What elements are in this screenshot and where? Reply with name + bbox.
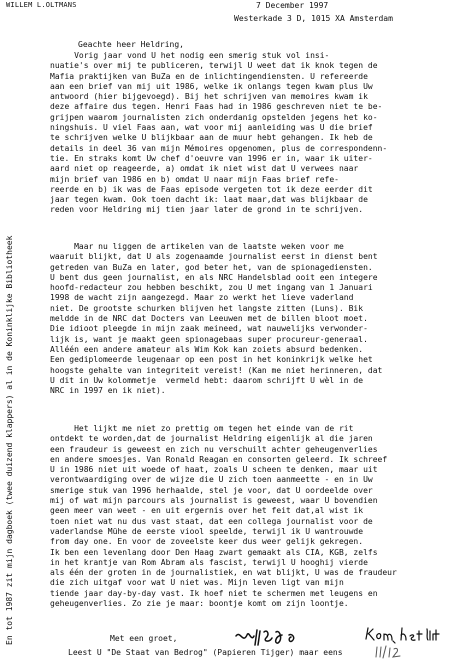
- text-line: in het krantje van Rom Abram als fascist, terwijl U hooghij vierde: [50, 557, 368, 567]
- text-line: U dit in Uw kolommetje vermeld hebt: daarom schrijft U wèl in de: [50, 375, 364, 385]
- text-line: en andere smoesjes. Van Ronald Reagan en consorten geleerd. Ik schreef: [50, 454, 388, 464]
- text-line: reden voor Heldring mij tien jaar later de grond in te schrijven.: [50, 205, 364, 215]
- text-line: Een gediplomeerde leugenaar op een post in het koninkrijk welke het: [50, 355, 373, 365]
- text-line: Maar nu liggen de artikelen van de laatste weken voor me: [50, 242, 344, 251]
- text-line: toen niet wat nu dus vast staat, dat een collega journalist voor de: [50, 516, 373, 526]
- text-line: Mafia praktijken van BuZa en de inlichtingendiensten. U refereerde: [50, 71, 368, 81]
- sender-address: Westerkade 3 D, 1015 XA Amsterdam: [234, 14, 393, 23]
- text-line: mij of wat mijn parcours als journalist is geweest, waar U bovendien: [50, 496, 378, 506]
- text-line: verontwaardiging over de wijze die U zich toen aanmeette - en in Uw: [50, 475, 373, 485]
- text-line: niet. De grootste schurken blijven het langste zitten (Luns). Bik: [50, 303, 364, 313]
- text-line: Ik ben een levenlang door Den Haag zwart gemaakt als CIA, KGB, zelfs: [50, 547, 378, 557]
- handwritten-signature: [234, 626, 314, 648]
- letter-date: 7 December 1997: [256, 1, 329, 10]
- text-line: Die idioot pleegde in mijn zaak meineed, wat nauwelijks verwonder-: [50, 324, 368, 334]
- postscript: Leest U "De Staat van Bedrog" (Papieren Tijger) maar eens: [68, 648, 343, 657]
- text-line: smerige stuk van 1996 herhaalde, stel je voor, dat U oordeelde over: [50, 485, 373, 495]
- handwritten-note: [364, 625, 446, 645]
- text-line: details in deel 36 van mijn Mémoires opgenomen, plus de correspondenn-: [50, 143, 388, 153]
- text-line: lijk is, want je maakt geen spionagebaas super procureur-generaal.: [50, 334, 368, 344]
- text-line: hoogste gehalte van integriteit vereist! (Kan me niet herinneren, dat: [50, 365, 383, 375]
- text-line: meldde in de NRC dat Docters van Leeuwen met de billen bloot moet.: [50, 314, 368, 324]
- text-line: nuatie's over mij te publiceren, terwijl U weet dat ik knok tegen de: [50, 61, 378, 71]
- text-line: ontdekt te worden,dat de journalist Heldring eigenlijk al die jaren: [50, 434, 373, 444]
- text-line: Vorig jaar vond U het nodig een smerig stuk vol insi-: [50, 51, 330, 60]
- text-line: een fraudeur is geweest en zich nu verschuilt achter geheugenverlies: [50, 444, 378, 454]
- text-line: geen meer van weet - en uit ergernis over het feit dat,al wist ik: [50, 506, 364, 516]
- salutation: Geachte heer Heldring,: [78, 40, 184, 49]
- text-line: from day one. En voor de zoveelste keer dus weer gelijk gekregen.: [50, 537, 364, 547]
- text-line: ningshuis. U viel Faas aan, wat voor mij aanleiding was U die brief: [50, 123, 373, 133]
- text-line: hoofd-redacteur zou hebben beschikt, zou U met ingang van 1 Januari: [50, 283, 373, 293]
- text-line: jaar tegen kwam. Ook toen dacht ik: laat maar,dat was blijkbaar de: [50, 195, 368, 205]
- text-line: vaderlandse Mühe de eerste viool speelde, terwijl ik U wantrouwde: [50, 526, 364, 536]
- text-line: getreden van BuZa en later, god beter het, van de spionagediensten.: [50, 262, 373, 272]
- closing: Met een groet,: [110, 634, 178, 643]
- text-line: Alléén een andere amateur als Wim Kok kan zoiets absurd bedenken.: [50, 344, 364, 354]
- text-line: als één der groten in de journalistiek, en wat blijkt, U was de fraudeur: [50, 568, 397, 578]
- text-line: grijpen waarom journalisten zich onderdanig opstelden jegens het ko-: [50, 112, 378, 122]
- text-line: 1998 de wacht zijn aangezegd. Maar zo werkt het lieve vaderland: [50, 293, 354, 303]
- text-line: U in 1986 niet uit woede of haat, zoals U scheen te denken, maar uit: [50, 465, 378, 475]
- margin-note: En tot 1987 zit mijn dagboek (twee duizend klappers) al in de Koninklijke Bibliotheek: [5, 235, 14, 645]
- text-line: Het lijkt me niet zo prettig om tegen het einde van de rit: [50, 424, 354, 433]
- paragraph-1: [50, 51, 445, 216]
- text-line: aard niet op reageerde, a) omdat ik niet wist dat U verwees naar: [50, 164, 359, 174]
- text-line: mijn brief van 1986 en b) omdat U naar mijn Faas brief refe-: [50, 174, 339, 184]
- text-line: tie. En straks komt Uw chef d'oeuvre van 1996 er in, waar ik uiter-: [50, 153, 373, 163]
- pencil-date-note: [373, 644, 413, 660]
- text-line: geheugenverlies. Zo zie je maar: boontje komt om zijn loontje.: [50, 599, 349, 609]
- sender-name: WILLEM L.OLTMANS: [6, 1, 77, 9]
- text-line: NRC in 1997 en ik niet).: [50, 386, 166, 396]
- text-line: waaruit blijkt, dat U als zogenaamde journalist eerst in dienst bent: [50, 252, 378, 262]
- paragraph-3: [50, 424, 445, 609]
- text-line: aan een brief van mij uit 1986, welke ik onlangs tegen kwam plus Uw: [50, 81, 373, 91]
- text-line: antwoord (hier bijgevoegd). Bij het schrijven van memoires kwam ik: [50, 92, 368, 102]
- text-line: te schrijven welke U blijkbaar aan de muur hebt gehangen. Ik heb de: [50, 133, 373, 143]
- text-line: U bent dus geen journalist, en als NRC Handelsblad ooit een integere: [50, 272, 378, 282]
- paragraph-2: [50, 242, 445, 396]
- text-line: deze affaire dus tegen. Henri Faas had in 1986 geschreven niet te be-: [50, 102, 383, 112]
- text-line: die zich uitgaf voor wat U niet was. Mijn leven ligt van mijn: [50, 578, 344, 588]
- text-line: tiende jaar day-by-day vast. Ik hoef niet te schermen met leugens en: [50, 588, 378, 598]
- text-line: reerde en b) ik was de Faas episode vergeten tot ik deze eerder dit: [50, 184, 373, 194]
